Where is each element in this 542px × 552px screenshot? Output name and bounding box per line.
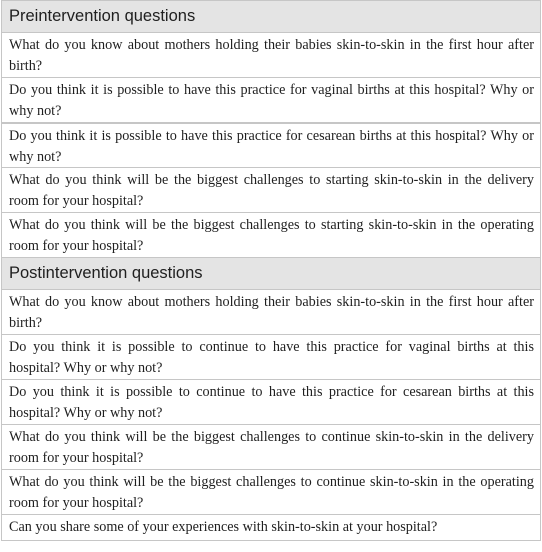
question-row: Can you share some of your experiences with skin-to-skin at your hospital? xyxy=(2,515,541,541)
questions-table xyxy=(1,0,541,541)
question-row: What do you know about mothers holding their babies skin-to-skin in the first hour after birth? xyxy=(2,33,541,78)
section-header-postintervention: Postintervention questions xyxy=(2,258,541,290)
question-row: Do you think it is possible to continue to have this practice for cesarean births at this hospital? Why or why not? xyxy=(2,380,541,425)
question-row: What do you think will be the biggest challenges to continue skin-to-skin in the delivery room for your hospital? xyxy=(2,425,541,470)
question-row: Do you think it is possible to have this practice for vaginal births at this hospital? Why or why not? xyxy=(2,78,541,123)
section-header-preintervention: Preintervention questions xyxy=(2,1,541,33)
question-row: What do you think will be the biggest challenges to starting skin-to-skin in the delivery room for your hospital? xyxy=(2,168,541,213)
question-row: What do you think will be the biggest challenges to starting skin-to-skin in the operating room for your hospital? xyxy=(2,213,541,258)
question-row: Do you think it is possible to have this practice for cesarean births at this hospital? Why or why not? xyxy=(2,123,541,168)
question-row: What do you know about mothers holding their babies skin-to-skin in the first hour after birth? xyxy=(2,290,541,335)
question-row: What do you think will be the biggest challenges to continue skin-to-skin in the operating room for your hospital? xyxy=(2,470,541,515)
question-row: Do you think it is possible to continue to have this practice for vaginal births at this hospital? Why or why not? xyxy=(2,335,541,380)
